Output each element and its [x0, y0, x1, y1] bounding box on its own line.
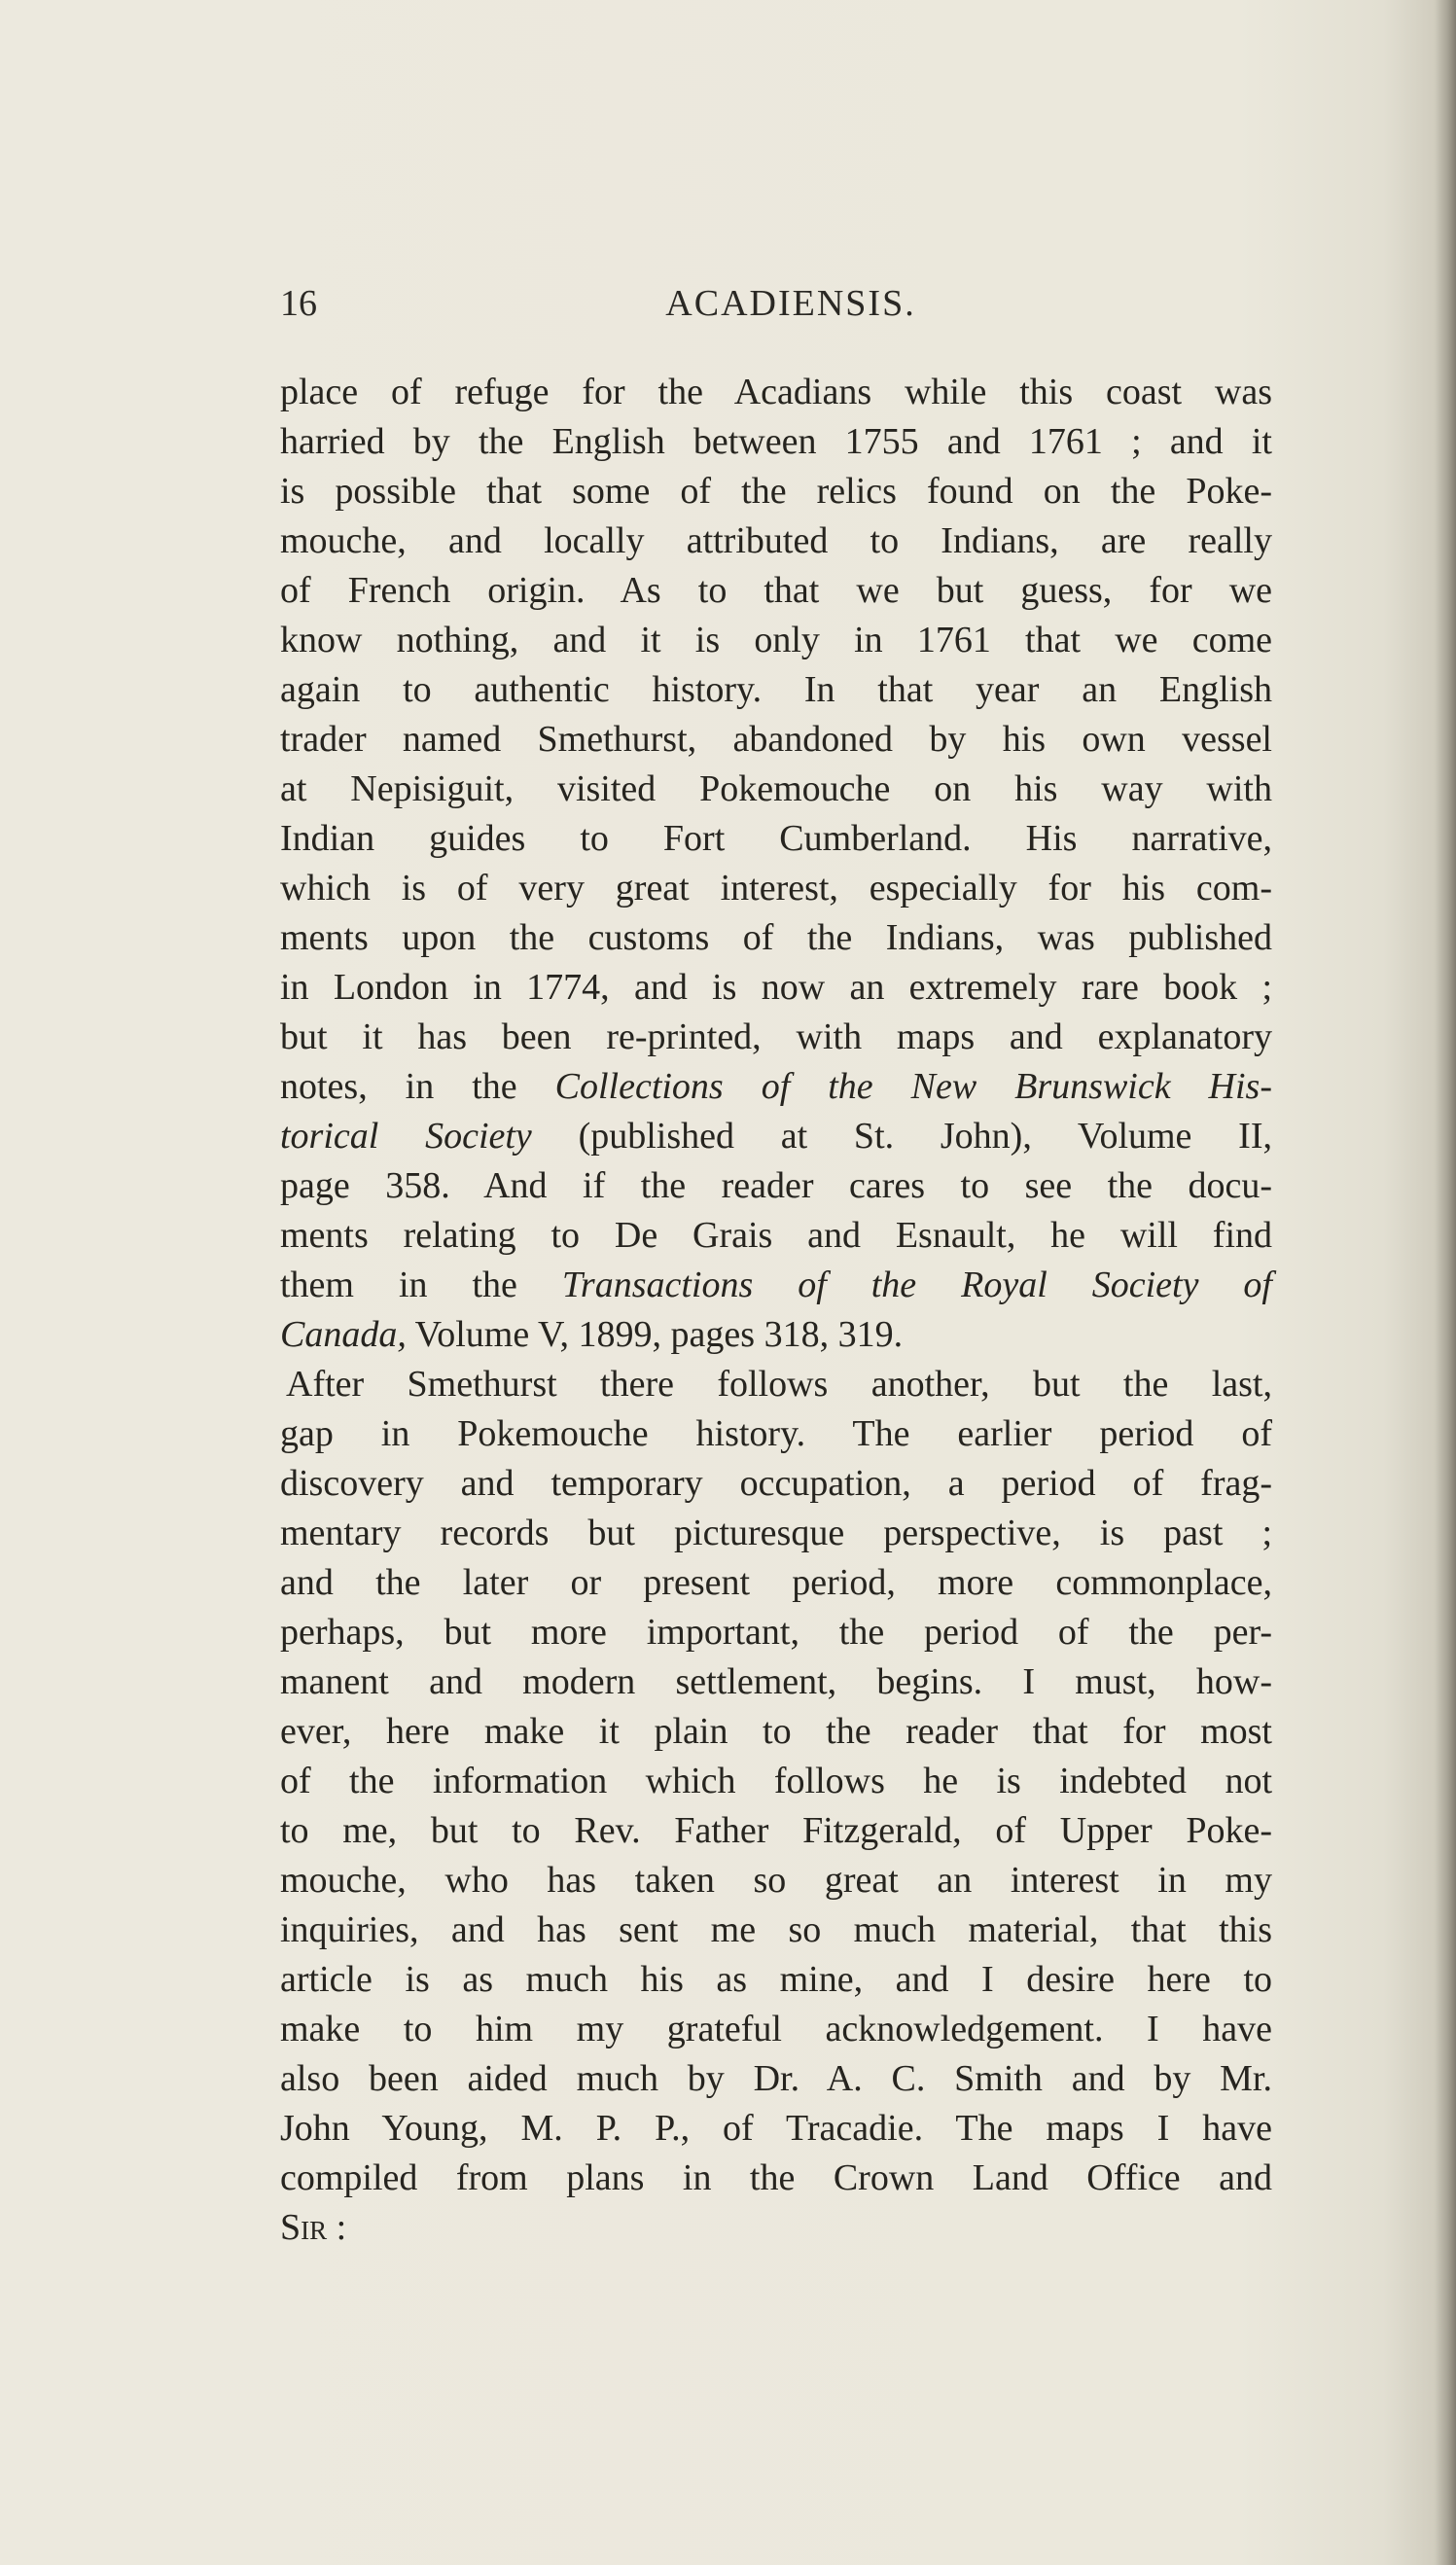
text-line: of French origin. As to that we but guess, for we	[280, 570, 1272, 611]
text-line: After Smethurst there follows another, but the last,	[286, 1364, 1272, 1405]
text-line: Indian guides to Fort Cumberland. His narrative,	[280, 818, 1272, 859]
text-line: compiled from plans in the Crown Land Office and	[280, 2157, 1272, 2198]
text-line: manent and modern settlement, begins. I must, how-	[280, 1661, 1272, 1702]
text-line: mentary records but picturesque perspective, is past ;	[280, 1513, 1272, 1553]
text-line: article is as much his as mine, and I desire here to	[280, 1959, 1272, 2000]
text-line: place of refuge for the Acadians while this coast was	[280, 372, 1272, 412]
binding-shadow	[1435, 0, 1456, 2565]
text-line: in London in 1774, and is now an extremely rare book ;	[280, 967, 1272, 1008]
italic-title: Canada,	[280, 1314, 407, 1355]
text-line: also been aided much by Dr. A. C. Smith and by Mr.	[280, 2058, 1272, 2099]
text-line: mouche, who has taken so great an interest in my	[280, 1860, 1272, 1901]
text-line: inquiries, and has sent me so much material, that this	[280, 1909, 1272, 1950]
text-line	[280, 1310, 1272, 1360]
text-line: ments relating to De Grais and Esnault, he will find	[280, 1215, 1272, 1256]
text-line: at Nepisiguit, visited Pokemouche on his way with	[280, 768, 1272, 809]
italic-title: Transactions of the Royal Society of	[561, 1265, 1272, 1305]
text-line: know nothing, and it is only in 1761 that we come	[280, 620, 1272, 660]
page-number: 16	[280, 283, 317, 324]
text-line	[280, 1062, 1272, 1112]
text-line: trader named Smethurst, abandoned by his own vessel	[280, 719, 1272, 760]
text-run: notes, in the	[280, 1066, 555, 1107]
running-header	[280, 282, 1272, 340]
text-line: again to authentic history. In that year an English	[280, 669, 1272, 710]
text-line: gap in Pokemouche history. The earlier period of	[280, 1413, 1272, 1454]
text-line: John Young, M. P. P., of Tracadie. The maps I have	[280, 2108, 1272, 2149]
text-line: make to him my grateful acknowledgement. I have	[280, 2009, 1272, 2049]
text-run: (published at St. John), Volume II,	[531, 1116, 1272, 1157]
text-run: Volume V, 1899, pages 318, 319.	[406, 1314, 904, 1355]
text-line: discovery and temporary occupation, a period of frag-	[280, 1463, 1272, 1504]
text-line: ever, here make it plain to the reader that for most	[280, 1711, 1272, 1752]
text-line: ments upon the customs of the Indians, was published	[280, 917, 1272, 958]
italic-title: Collections of the New Brunswick His-	[554, 1066, 1272, 1107]
text-line: is possible that some of the relics found on the Poke-	[280, 471, 1272, 512]
italic-title: torical Society	[280, 1116, 532, 1157]
text-line	[280, 1261, 1272, 1310]
body-text	[280, 368, 1272, 2253]
text-line: of the information which follows he is indebted not	[280, 1761, 1272, 1801]
text-line: which is of very great interest, especially for his com-	[280, 868, 1272, 908]
text-line: to me, but to Rev. Father Fitzgerald, of Upper Poke-	[280, 1810, 1272, 1851]
text-line: and the later or present period, more commonplace,	[280, 1562, 1272, 1603]
text-line: page 358. And if the reader cares to see the docu-	[280, 1165, 1272, 1206]
text-line	[280, 1112, 1272, 1161]
text-line: perhaps, but more important, the period of the per-	[280, 1612, 1272, 1653]
catchword: Sir :	[280, 2207, 347, 2248]
text-line: mouche, and locally attributed to Indians, are really	[280, 520, 1272, 561]
text-line: but it has been re-printed, with maps and explanatory	[280, 1016, 1272, 1057]
text-run: them in the	[280, 1265, 562, 1305]
running-title: ACADIENSIS.	[665, 283, 916, 324]
text-line: harried by the English between 1755 and 1761 ; and it	[280, 421, 1272, 462]
